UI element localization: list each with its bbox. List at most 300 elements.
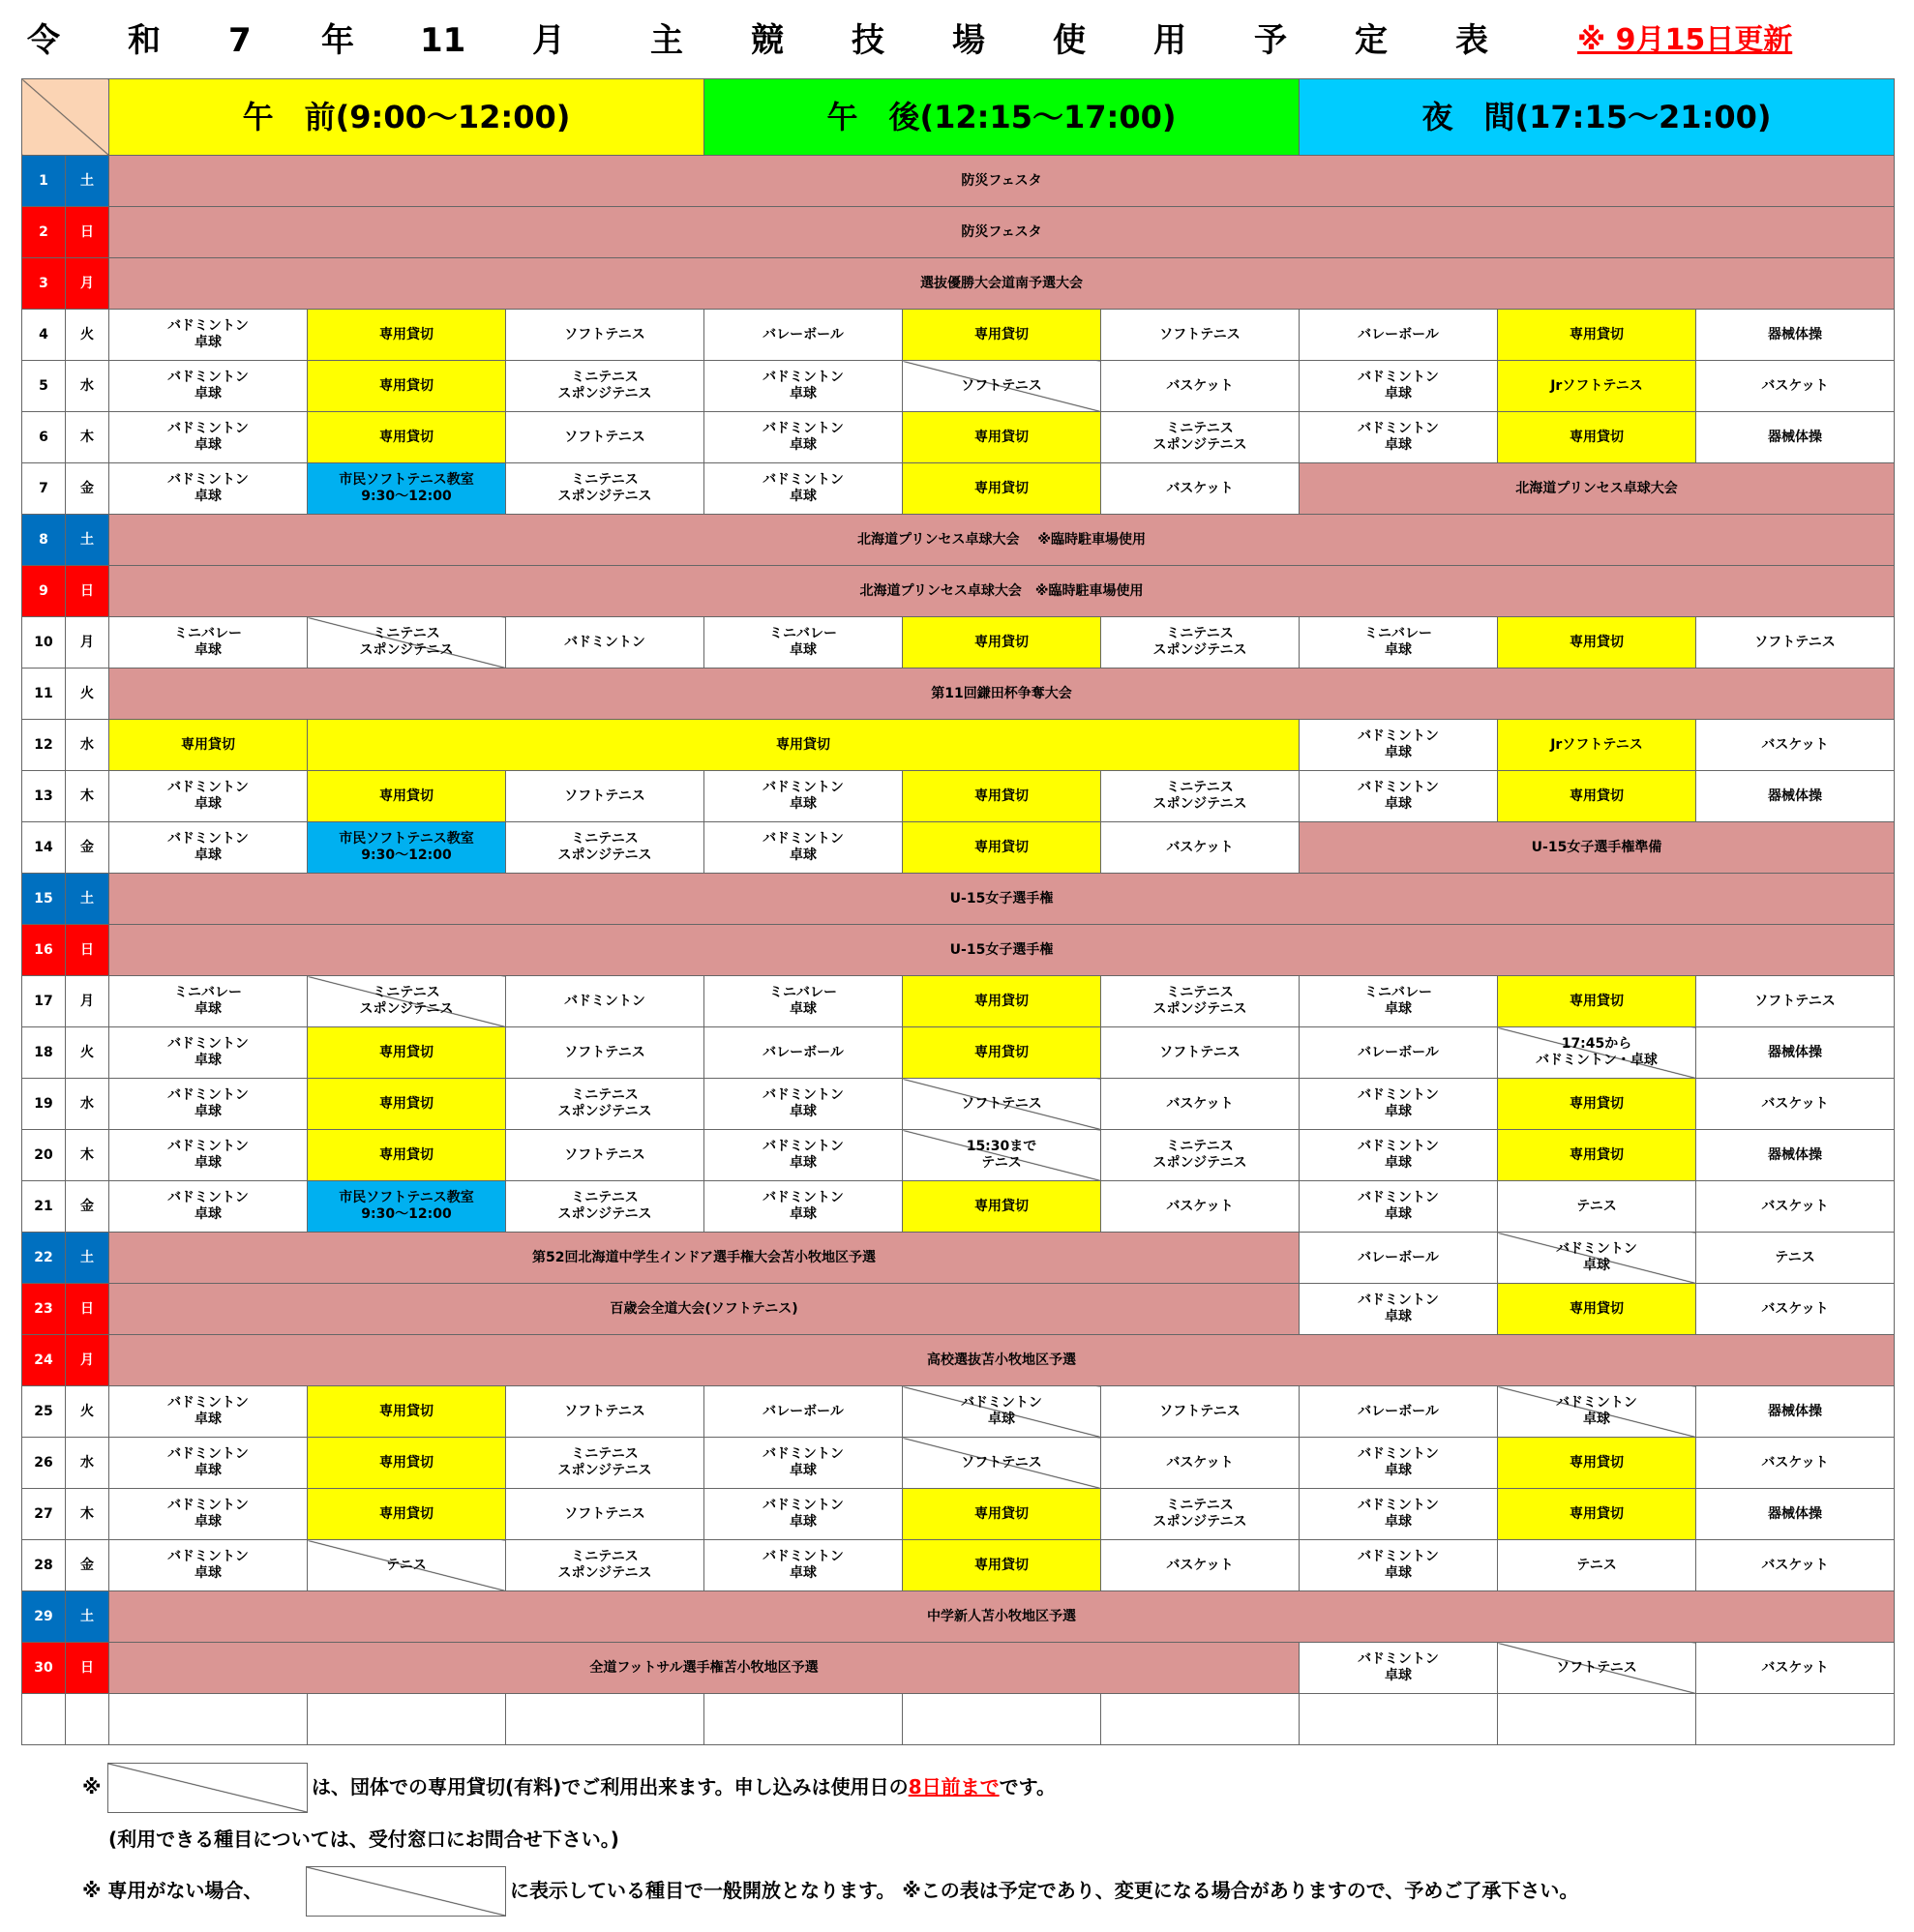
activity-cell: 器械体操 [1696,1386,1895,1438]
exclusive-cell: 専用貸切 [308,1438,506,1489]
day-of-week: 金 [66,463,109,515]
activity-cell: バドミントン 卓球 [704,822,903,874]
activity-cell: ミニテニス スポンジテニス [1101,1130,1300,1181]
schedule-row [22,1643,1895,1694]
day-of-week: 木 [66,1130,109,1181]
event-cell: U-15女子選手権準備 [1300,822,1895,874]
day-of-week: 火 [66,669,109,720]
activity-cell: バレーボール [704,1027,903,1079]
activity-cell: ミニバレー 卓球 [1300,617,1498,669]
day-number [22,1694,66,1745]
day-number: 20 [22,1130,66,1181]
activity-cell: バドミントン 卓球 [109,1130,308,1181]
activity-cell: バドミントン 卓球 [1300,1079,1498,1130]
header-morning: 午 前(9:00～12:00) [109,79,704,156]
day-of-week: 土 [66,1233,109,1284]
activity-cell: バドミントン 卓球 [704,412,903,463]
day-number: 25 [22,1386,66,1438]
activity-cell: バドミントン 卓球 [109,1489,308,1540]
activity-cell [903,1694,1101,1745]
activity-cell: ミニテニス スポンジテニス [506,822,704,874]
event-cell: 防災フェスタ [109,156,1895,207]
exclusive-cell: 専用貸切 [1498,771,1696,822]
title-char: 和 [128,21,161,60]
exclusive-cell: 専用貸切 [903,976,1101,1027]
activity-cell: バドミントン 卓球 [704,1079,903,1130]
day-number: 6 [22,412,66,463]
activity-cell: ミニテニス スポンジテニス [506,1181,704,1233]
activity-cell: バスケット [1696,1079,1895,1130]
slashed-cell: テニス [308,1540,506,1591]
footer-note-1-pre: は、団体での専用貸切(有料)でご利用出来ます。申し込みは使用日の [312,1775,909,1798]
event-cell: U-15女子選手権 [109,874,1895,925]
footer-note-3-pre: ※ 専用がない場合、 [82,1879,263,1902]
title-char: 使 [1053,21,1086,60]
title-char: 7 [228,21,252,60]
day-number: 24 [22,1335,66,1386]
day-of-week: 火 [66,1027,109,1079]
exclusive-cell: 専用貸切 [308,412,506,463]
day-of-week: 木 [66,771,109,822]
day-of-week: 月 [66,1335,109,1386]
activity-cell: ソフトテニス [506,412,704,463]
activity-cell: 器械体操 [1696,310,1895,361]
activity-cell: バスケット [1696,361,1895,412]
schedule-row [22,1386,1895,1438]
title-char: 用 [1153,21,1186,60]
day-of-week: 日 [66,566,109,617]
day-number: 23 [22,1284,66,1335]
exclusive-cell: 専用貸切 [1498,976,1696,1027]
activity-cell: バドミントン 卓球 [109,1540,308,1591]
activity-cell: バスケット [1101,361,1300,412]
activity-cell: ソフトテニス [506,1386,704,1438]
activity-cell: バドミントン 卓球 [109,310,308,361]
activity-cell: バドミントン 卓球 [1300,1540,1498,1591]
slashed-cell: バドミントン 卓球 [1498,1386,1696,1438]
update-note: ※ 9月15日更新 [1577,23,1793,57]
exclusive-cell: 専用貸切 [903,617,1101,669]
activity-cell: バスケット [1696,1438,1895,1489]
activity-cell: 器械体操 [1696,412,1895,463]
activity-cell: バドミントン 卓球 [1300,1181,1498,1233]
event-cell: 防災フェスタ [109,207,1895,258]
day-number: 15 [22,874,66,925]
slashed-cell: ミニテニス スポンジテニス [308,976,506,1027]
exclusive-cell: 専用貸切 [1498,412,1696,463]
slashed-cell: バドミントン 卓球 [1498,1233,1696,1284]
activity-cell: バスケット [1101,1181,1300,1233]
day-of-week: 木 [66,412,109,463]
exclusive-cell: 専用貸切 [903,1489,1101,1540]
activity-cell: ソフトテニス [506,1027,704,1079]
footer-note-3-post: に表示している種目で一般開放となります。 ※この表は予定であり、変更になる場合がありますので、予めご了承下さい。 [510,1879,1579,1902]
activity-cell: ソフトテニス [506,310,704,361]
activity-cell [1101,1694,1300,1745]
day-number: 13 [22,771,66,822]
day-number: 21 [22,1181,66,1233]
day-of-week: 金 [66,822,109,874]
day-of-week: 月 [66,617,109,669]
sample-open-box [306,1866,506,1917]
day-of-week: 日 [66,1643,109,1694]
activity-cell: ソフトテニス [1101,1386,1300,1438]
activity-cell: バスケット [1101,1438,1300,1489]
activity-cell: バドミントン 卓球 [704,1181,903,1233]
schedule-row [22,1079,1895,1130]
slashed-cell: 15:30まで テニス [903,1130,1101,1181]
activity-cell: バドミントン 卓球 [1300,1130,1498,1181]
schedule-row [22,1233,1895,1284]
day-of-week: 木 [66,1489,109,1540]
slashed-cell: ソフトテニス [903,1079,1101,1130]
exclusive-cell: 専用貸切 [903,771,1101,822]
schedule-row [22,617,1895,669]
sample-exclusive-box [107,1763,308,1813]
activity-cell: バドミントン 卓球 [109,1386,308,1438]
title-char: 場 [952,21,985,60]
activity-cell: バレーボール [1300,1027,1498,1079]
exclusive-cell: 専用貸切 [308,361,506,412]
exclusive-cell: 専用貸切 [903,310,1101,361]
activity-cell [109,1694,308,1745]
footer-mark: ※ [82,1775,102,1798]
exclusive-cell: 専用貸切 [308,1079,506,1130]
activity-cell: テニス [1498,1540,1696,1591]
activity-cell: テニス [1696,1233,1895,1284]
exclusive-cell: 専用貸切 [308,771,506,822]
activity-cell: バレーボール [704,1386,903,1438]
activity-cell: ミニバレー 卓球 [109,976,308,1027]
activity-cell: ミニテニス スポンジテニス [1101,976,1300,1027]
activity-cell: テニス [1498,1181,1696,1233]
event-cell: 高校選抜苫小牧地区予選 [109,1335,1895,1386]
day-number: 4 [22,310,66,361]
day-of-week: 土 [66,874,109,925]
activity-cell: ソフトテニス [1101,310,1300,361]
activity-cell: ソフトテニス [1696,617,1895,669]
day-number: 28 [22,1540,66,1591]
event-cell: 百歳会全道大会(ソフトテニス) [109,1284,1300,1335]
exclusive-cell: 専用貸切 [903,463,1101,515]
activity-cell: バドミントン 卓球 [1300,771,1498,822]
activity-cell: 器械体操 [1696,771,1895,822]
activity-cell: 器械体操 [1696,1489,1895,1540]
activity-cell: バドミントン 卓球 [704,1540,903,1591]
schedule-row [22,976,1895,1027]
activity-cell: バドミントン 卓球 [1300,1438,1498,1489]
schedule-row [22,1181,1895,1233]
day-of-week: 火 [66,1386,109,1438]
exclusive-cell: 専用貸切 [308,1489,506,1540]
exclusive-cell: 専用貸切 [1498,1489,1696,1540]
schedule-row [22,361,1895,412]
day-number: 8 [22,515,66,566]
event-cell: 全道フットサル選手権苫小牧地区予選 [109,1643,1300,1694]
exclusive-cell: 専用貸切 [308,720,1300,771]
day-of-week: 水 [66,1438,109,1489]
day-of-week: 月 [66,976,109,1027]
activity-cell: ミニテニス スポンジテニス [506,1079,704,1130]
activity-cell: バドミントン 卓球 [1300,361,1498,412]
activity-cell: バスケット [1696,1643,1895,1694]
schedule-table [21,78,1895,1745]
day-number: 17 [22,976,66,1027]
slashed-cell: ソフトテニス [903,361,1101,412]
activity-cell: バドミントン [506,976,704,1027]
day-number: 5 [22,361,66,412]
schedule-row [22,258,1895,310]
activity-cell: バレーボール [1300,310,1498,361]
day-number: 30 [22,1643,66,1694]
exclusive-cell: 専用貸切 [1498,1079,1696,1130]
activity-cell: バドミントン 卓球 [109,822,308,874]
activity-cell: バスケット [1696,720,1895,771]
activity-cell: バドミントン 卓球 [109,1438,308,1489]
activity-cell: ミニバレー 卓球 [704,617,903,669]
activity-cell: ソフトテニス [506,1130,704,1181]
class-cell: 市民ソフトテニス教室 9:30～12:00 [308,463,506,515]
day-number: 11 [22,669,66,720]
schedule-row [22,1130,1895,1181]
header-row [22,79,1895,156]
activity-cell: ミニテニス スポンジテニス [506,463,704,515]
title-char: 技 [852,21,884,60]
day-number: 29 [22,1591,66,1643]
activity-cell: バドミントン 卓球 [109,1079,308,1130]
footer-note-1 [82,1774,101,1799]
header-night: 夜 間(17:15～21:00) [1300,79,1895,156]
day-number: 10 [22,617,66,669]
schedule-row [22,207,1895,258]
day-number: 26 [22,1438,66,1489]
day-number: 27 [22,1489,66,1540]
day-of-week: 金 [66,1181,109,1233]
day-number: 12 [22,720,66,771]
exclusive-cell: 専用貸切 [308,310,506,361]
schedule-row [22,1694,1895,1745]
activity-cell: バドミントン 卓球 [1300,1489,1498,1540]
activity-cell: ミニテニス スポンジテニス [506,1438,704,1489]
exclusive-cell: 専用貸切 [903,1027,1101,1079]
exclusive-cell: Jrソフトテニス [1498,720,1696,771]
activity-cell: バスケット [1696,1181,1895,1233]
day-of-week: 土 [66,156,109,207]
event-cell: 第11回鎌田杯争奪大会 [109,669,1895,720]
activity-cell: バレーボール [1300,1233,1498,1284]
title-char: 令 [27,21,60,60]
day-number: 18 [22,1027,66,1079]
day-number: 3 [22,258,66,310]
day-of-week: 水 [66,1079,109,1130]
exclusive-cell: 専用貸切 [109,720,308,771]
schedule-row [22,515,1895,566]
activity-cell: 器械体操 [1696,1027,1895,1079]
slashed-cell: ソフトテニス [903,1438,1101,1489]
activity-cell: ソフトテニス [1696,976,1895,1027]
day-number: 2 [22,207,66,258]
activity-cell: バドミントン 卓球 [704,463,903,515]
exclusive-cell: 専用貸切 [903,1181,1101,1233]
schedule-row [22,1438,1895,1489]
slashed-cell: 17:45から バドミントン・卓球 [1498,1027,1696,1079]
event-cell: 北海道プリンセス卓球大会 [1300,463,1895,515]
title-char: 定 [1355,21,1388,60]
class-cell: 市民ソフトテニス教室 9:30～12:00 [308,822,506,874]
day-of-week: 日 [66,1284,109,1335]
activity-cell: バドミントン 卓球 [109,412,308,463]
day-of-week: 日 [66,925,109,976]
activity-cell: バドミントン 卓球 [704,1489,903,1540]
day-number: 16 [22,925,66,976]
schedule-row [22,566,1895,617]
activity-cell: ミニバレー 卓球 [1300,976,1498,1027]
day-number: 9 [22,566,66,617]
title-char: 主 [650,21,683,60]
title-char: 月 [532,21,565,60]
schedule-row [22,720,1895,771]
exclusive-cell: 専用貸切 [1498,617,1696,669]
exclusive-cell: 専用貸切 [903,1540,1101,1591]
slashed-cell: ミニテニス スポンジテニス [308,617,506,669]
exclusive-cell: 専用貸切 [308,1386,506,1438]
activity-cell: ミニバレー 卓球 [109,617,308,669]
activity-cell: ミニテニス スポンジテニス [1101,412,1300,463]
day-of-week: 日 [66,207,109,258]
activity-cell: ミニテニス スポンジテニス [1101,1489,1300,1540]
activity-cell: バスケット [1101,1540,1300,1591]
title-char: 年 [321,21,354,60]
schedule-row [22,1540,1895,1591]
footer-note-1-post: です。 [999,1775,1057,1798]
event-cell: 北海道プリンセス卓球大会 ※臨時駐車場使用 [109,566,1895,617]
activity-cell: ソフトテニス [506,771,704,822]
activity-cell: バドミントン 卓球 [704,1438,903,1489]
day-number: 7 [22,463,66,515]
activity-cell: バドミントン 卓球 [704,1130,903,1181]
schedule-row [22,156,1895,207]
activity-cell: バドミントン 卓球 [109,1181,308,1233]
exclusive-cell: 専用貸切 [1498,1438,1696,1489]
day-of-week: 土 [66,515,109,566]
activity-cell: バスケット [1101,463,1300,515]
activity-cell: バドミントン 卓球 [1300,1643,1498,1694]
schedule-row [22,874,1895,925]
event-cell: 第52回北海道中学生インドア選手権大会苫小牧地区予選 [109,1233,1300,1284]
corner-cell [22,79,109,156]
activity-cell: バレーボール [1300,1386,1498,1438]
activity-cell: ミニバレー 卓球 [704,976,903,1027]
exclusive-cell: 専用貸切 [1498,310,1696,361]
activity-cell: バドミントン [506,617,704,669]
schedule-row [22,463,1895,515]
activity-cell: ミニテニス スポンジテニス [1101,771,1300,822]
activity-cell: バドミントン 卓球 [1300,412,1498,463]
activity-cell: バドミントン 卓球 [704,361,903,412]
activity-cell [704,1694,903,1745]
exclusive-cell: 専用貸切 [308,1027,506,1079]
title-char: 表 [1455,21,1488,60]
schedule-row [22,925,1895,976]
activity-cell: 器械体操 [1696,1130,1895,1181]
activity-cell: バドミントン 卓球 [109,771,308,822]
exclusive-cell: 専用貸切 [308,1130,506,1181]
day-number: 14 [22,822,66,874]
activity-cell: バドミントン 卓球 [109,1027,308,1079]
event-cell: 北海道プリンセス卓球大会 ※臨時駐車場使用 [109,515,1895,566]
activity-cell [1498,1694,1696,1745]
exclusive-cell: 専用貸切 [1498,1284,1696,1335]
schedule-row [22,1489,1895,1540]
activity-cell: バドミントン 卓球 [109,463,308,515]
exclusive-cell: 専用貸切 [903,412,1101,463]
activity-cell: ミニテニス スポンジテニス [506,1540,704,1591]
activity-cell: バスケット [1696,1540,1895,1591]
title-char: 競 [751,21,784,60]
footer-deadline: 8日前まで [908,1775,1000,1798]
activity-cell [1300,1694,1498,1745]
schedule-row [22,1027,1895,1079]
footer-note-2: (利用できる種目については、受付窓口にお問合せ下さい。) [108,1828,619,1851]
activity-cell: ソフトテニス [506,1489,704,1540]
day-number: 1 [22,156,66,207]
schedule-row [22,1591,1895,1643]
day-of-week: 金 [66,1540,109,1591]
schedule-row [22,412,1895,463]
event-cell: 中学新人苫小牧地区予選 [109,1591,1895,1643]
day-of-week: 土 [66,1591,109,1643]
activity-cell: ミニテニス スポンジテニス [1101,617,1300,669]
schedule-row [22,822,1895,874]
activity-cell: バスケット [1101,1079,1300,1130]
day-of-week: 火 [66,310,109,361]
day-of-week: 水 [66,361,109,412]
schedule-row [22,1284,1895,1335]
day-number: 19 [22,1079,66,1130]
exclusive-cell: 専用貸切 [1498,1130,1696,1181]
day-of-week: 水 [66,720,109,771]
day-of-week: 月 [66,258,109,310]
slashed-cell: バドミントン 卓球 [903,1386,1101,1438]
exclusive-cell: Jrソフトテニス [1498,361,1696,412]
activity-cell [1696,1694,1895,1745]
event-cell: U-15女子選手権 [109,925,1895,976]
activity-cell: バドミントン 卓球 [109,361,308,412]
day-number: 22 [22,1233,66,1284]
activity-cell [506,1694,704,1745]
activity-cell: バドミントン 卓球 [1300,720,1498,771]
schedule-row [22,310,1895,361]
title-char: 11 [420,21,466,60]
activity-cell [308,1694,506,1745]
activity-cell: バドミントン 卓球 [1300,1284,1498,1335]
activity-cell: ソフトテニス [1101,1027,1300,1079]
title-char: 予 [1254,21,1287,60]
day-of-week [66,1694,109,1745]
activity-cell: バスケット [1101,822,1300,874]
class-cell: 市民ソフトテニス教室 9:30～12:00 [308,1181,506,1233]
activity-cell: バレーボール [704,310,903,361]
slashed-cell: ソフトテニス [1498,1643,1696,1694]
header-afternoon: 午 後(12:15～17:00) [704,79,1300,156]
activity-cell: バスケット [1696,1284,1895,1335]
footer-note-1-text [312,1774,1056,1799]
schedule-row [22,669,1895,720]
activity-cell: バドミントン 卓球 [704,771,903,822]
event-cell: 選抜優勝大会道南予選大会 [109,258,1895,310]
activity-cell: ミニテニス スポンジテニス [506,361,704,412]
schedule-row [22,771,1895,822]
